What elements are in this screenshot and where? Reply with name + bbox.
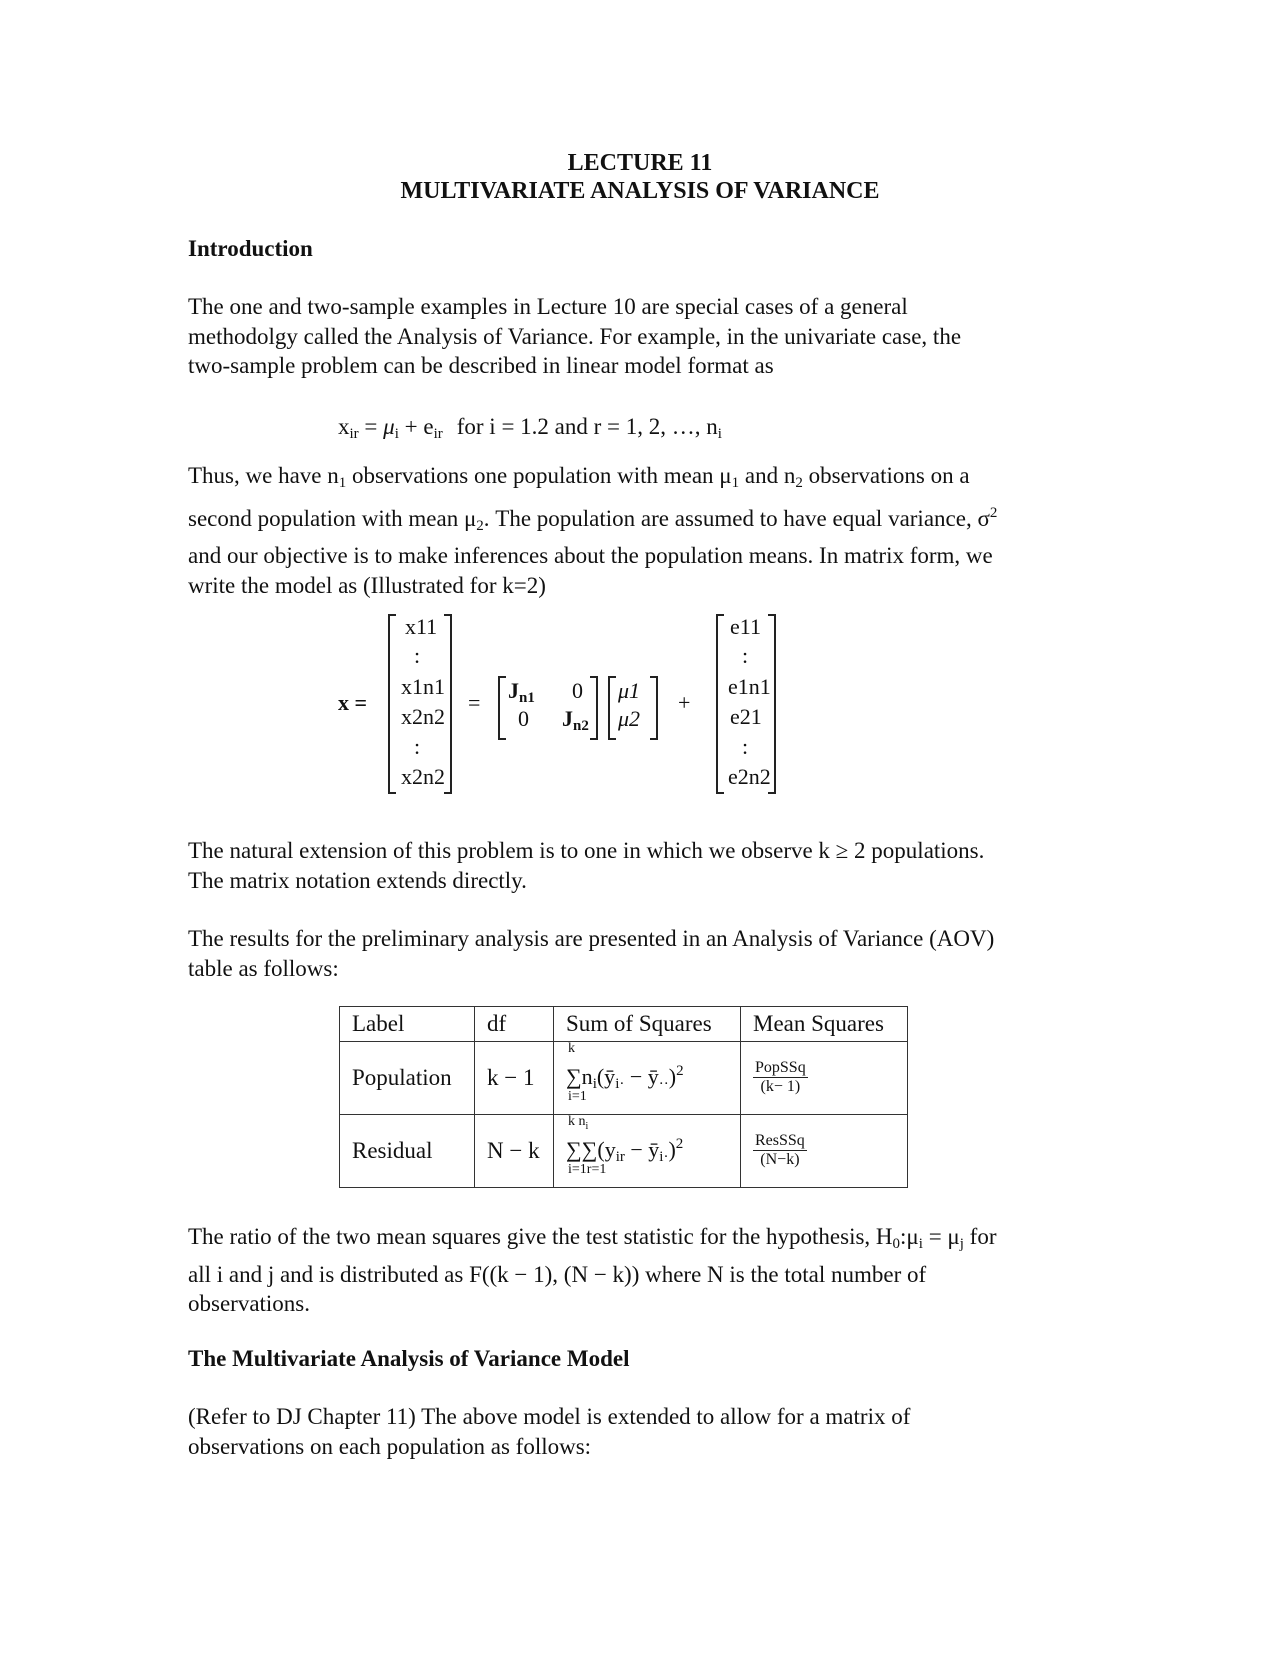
lecture-number: LECTURE 11	[567, 150, 713, 176]
manova-line-1: (Refer to DJ Chapter 11) The above model is extended to allow for a matrix of	[188, 1404, 911, 1429]
model-line-1: Thus, we have $n_1$ observations one population with mean $\mu_1$ and $n_2$ observations on a	[188, 463, 970, 491]
mu-vector-left-bracket	[608, 676, 616, 740]
x-vector-entry: x2n2	[401, 704, 445, 729]
test-stat-line-3: observations.	[188, 1291, 311, 1316]
column-header-mean-squares: Mean Squares	[741, 1007, 908, 1042]
x-vector-entry: x2n2	[401, 764, 445, 789]
design-matrix-right-bracket	[590, 676, 598, 740]
extension-line-1: The natural extension of this problem is to one in which we observe k ≥ 2 populations.	[188, 838, 985, 863]
x-vector-right-bracket	[444, 614, 452, 794]
manova-heading: The Multivariate Analysis of Variance Model	[188, 1346, 630, 1371]
design-matrix-J1: $J_{n1}$	[508, 678, 535, 706]
e-vector-entry: e2n2	[728, 764, 771, 789]
extension-paragraph	[188, 836, 1108, 895]
design-matrix-J2: $J_{n2}$	[562, 706, 589, 734]
e-vector-entry: e21	[730, 704, 762, 729]
row-df: k − 1	[475, 1042, 554, 1115]
x-equals-label: x =	[338, 690, 368, 715]
test-stat-line-2: all i and j and is distributed as F((k − 1), (N − k)) where N is the total number of	[188, 1261, 927, 1287]
intro-line-3: two-sample problem can be described in linear model format as	[188, 353, 774, 378]
row-mean-squares: $\frac{\text{PopSSq}}{(k- 1)}$	[741, 1042, 908, 1115]
column-header-label: Label	[340, 1007, 475, 1042]
test-statistic-paragraph	[188, 1222, 1108, 1319]
design-matrix-zero: 0	[572, 678, 583, 703]
aov-intro-paragraph	[188, 924, 1108, 983]
e-vector-left-bracket	[716, 614, 724, 794]
intro-line-2: methodolgy called the Analysis of Variance. For example, in the univariate case, the	[188, 323, 962, 349]
x-vector-entry: x11	[405, 614, 438, 639]
aov-intro-line-2: table as follows:	[188, 955, 339, 981]
model-line-2: second population with mean $\mu_2$. The population are assumed to have equal variance, $\sigma^2$	[188, 504, 998, 534]
table-row	[340, 1042, 908, 1115]
intro-line-1: The one and two-sample examples in Lecture 10 are special cases of a general	[188, 294, 908, 319]
aov-table	[339, 1006, 908, 1188]
test-stat-line-1: The ratio of the two mean squares give the test statistic for the hypothesis, $H_0:\mu_i = \mu_j$ for	[188, 1224, 997, 1252]
x-vector-entry: :	[414, 643, 421, 668]
e-vector-entry: e1n1	[728, 674, 771, 699]
equals-sign: =	[468, 690, 481, 715]
model-line-3: and our objective is to make inferences about the population means. In matrix form, we	[188, 543, 993, 568]
e-vector-entry: e11	[730, 614, 761, 639]
row-sum-of-squares: k $\sum n_i(ȳ_{i\cdot}$ − $ȳ_{\cdot\cdot})^2$ i=1	[554, 1042, 741, 1115]
table-row	[340, 1115, 908, 1188]
e-vector-entry: :	[742, 643, 749, 668]
plus-sign: +	[678, 690, 691, 715]
row-df: N − k	[475, 1115, 554, 1188]
intro-paragraph	[188, 292, 1108, 381]
row-sum-of-squares: k $n_i$ $\sum\sum(y_{ir}$ − $ȳ_{i\cdot})^2$ i=1r=1	[554, 1115, 741, 1188]
model-line-4: write the model as (Illustrated for k=2)	[188, 572, 546, 598]
column-header-sum-of-squares: Sum of Squares	[554, 1007, 741, 1042]
introduction-heading: Introduction	[188, 236, 313, 261]
row-label: Residual	[340, 1115, 475, 1188]
mu-vector-right-bracket	[650, 676, 658, 740]
column-header-df: df	[475, 1007, 554, 1042]
mu-vector-entry: μ1	[618, 678, 641, 703]
table-header-row	[340, 1007, 908, 1042]
e-vector-entry: :	[742, 734, 749, 759]
manova-paragraph	[188, 1402, 1108, 1461]
design-matrix-left-bracket	[498, 676, 506, 740]
row-label: Population	[340, 1042, 475, 1115]
x-vector-entry: :	[414, 734, 421, 759]
row-mean-squares: $\frac{\text{ResSSq}}{(N-k)}$	[741, 1115, 908, 1188]
mu-vector-entry: μ2	[618, 706, 641, 731]
x-vector-entry: x1n1	[401, 674, 445, 699]
model-description-paragraph	[188, 461, 1108, 600]
extension-line-2: The matrix notation extends directly.	[188, 867, 527, 893]
lecture-title: MULTIVARIATE ANALYSIS OF VARIANCE	[400, 178, 880, 204]
manova-line-2: observations on each population as follows:	[188, 1433, 592, 1459]
x-vector-left-bracket	[388, 614, 396, 794]
aov-intro-line-1: The results for the preliminary analysis are presented in an Analysis of Variance (AOV)	[188, 926, 995, 951]
linear-model-equation: $x_{ir} = \mu_i + e_{ir}$ for i = 1.2 and r = 1, 2, …, $n_i$	[338, 414, 722, 442]
design-matrix-zero: 0	[518, 706, 529, 731]
e-vector-right-bracket	[768, 614, 776, 794]
